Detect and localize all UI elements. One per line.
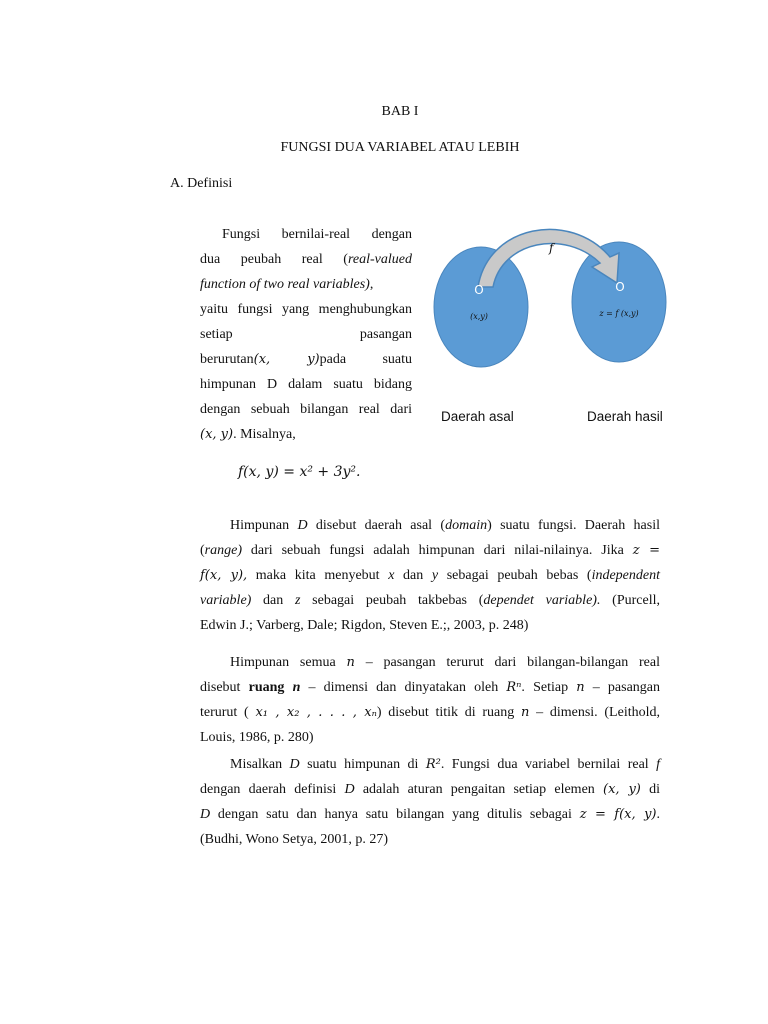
chapter-title: FUNGSI DUA VARIABEL ATAU LEBIH (280, 140, 520, 155)
intro-line-8: dengan sebuah bilangan real dari (200, 402, 412, 417)
intro-line-1: Fungsi bernilai-real dengan (222, 227, 412, 242)
para1-line-5: Edwin J.; Varberg, Dale; Rigdon, Steven E.;, 2003, p. 248) (200, 618, 529, 633)
intro-line-3: function of two real variables), (200, 277, 374, 292)
intro-line-4: yaitu fungsi yang menghubungkan (200, 302, 412, 317)
para1-line-1: Himpunan D disebut daerah asal (domain) suatu fungsi. Daerah hasil (230, 518, 660, 533)
domain-coord: (x,y) (470, 312, 488, 321)
domain-caption: Daerah asal (441, 409, 514, 424)
example-formula: f(x, y) = x² + 3y². (238, 464, 361, 480)
intro-line-5: setiap pasangan (200, 327, 412, 342)
para2-line-4: Louis, 1986, p. 280) (200, 730, 314, 745)
para2-line-1: Himpunan semua n – pasangan terurut dari bilangan-bilangan real (230, 655, 660, 670)
para2-line-3: terurut ( x₁ , x₂ , . . . , xₙ) disebut titik di ruang n – dimensi. (Leithold, (200, 705, 660, 720)
range-point: O (615, 280, 625, 294)
intro-line-6: berurutan(x, y)pada suatu (200, 352, 412, 367)
para3-line-2: dengan daerah definisi D adalah aturan pengaitan setiap elemen (x, y) di (200, 782, 660, 797)
para3-line-1: Misalkan D suatu himpunan di R². Fungsi dua variabel bernilai real f (230, 757, 660, 772)
para2-line-2: disebut ruang n – dimensi dan dinyatakan oleh Rⁿ. Setiap n – pasangan (200, 680, 661, 695)
chapter-heading: BAB I (381, 104, 419, 119)
intro-line-2: dua peubah real (real-valued (200, 252, 412, 267)
section-heading: A. Definisi (170, 176, 233, 191)
para1-line-4: variable) dan z sebagai peubah takbebas (dependet variable). (Purcell, (200, 593, 660, 608)
para3-line-4: (Budhi, Wono Setya, 2001, p. 27) (200, 832, 388, 847)
para3-line-3: D dengan satu dan hanya satu bilangan yang ditulis sebagai z = f(x, y). (200, 807, 660, 822)
domain-point: O (474, 283, 484, 297)
range-caption: Daerah hasil (587, 409, 663, 424)
intro-line-7: himpunan D dalam suatu bidang (200, 377, 412, 392)
para1-line-2: (range) dari sebuah fungsi adalah himpunan dari nilai-nilainya. Jika z = (200, 543, 661, 558)
intro-line-9: (x, y). Misalnya, (200, 427, 296, 442)
function-diagram (420, 215, 680, 395)
function-label: f (549, 241, 554, 255)
range-coord: z = f (x,y) (599, 309, 639, 318)
domain-ellipse (434, 247, 528, 367)
para1-line-3: f(x, y), maka kita menyebut x dan y sebagai peubah bebas (independent (200, 568, 660, 583)
